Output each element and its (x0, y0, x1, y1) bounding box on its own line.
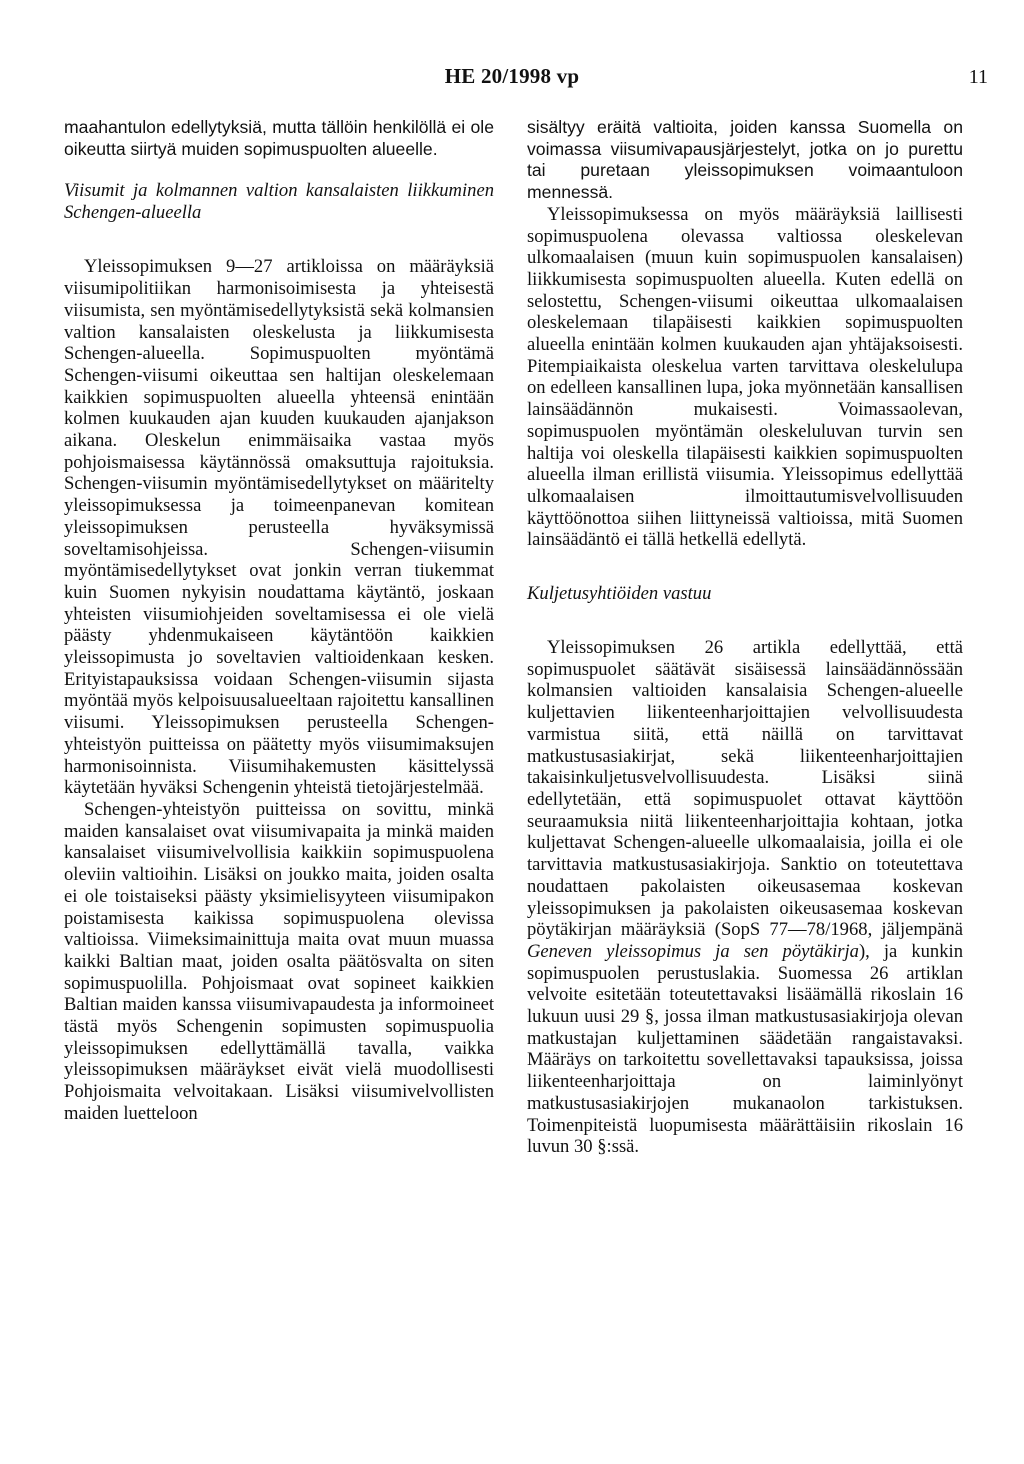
left-column (64, 117, 494, 1125)
body-paragraph: Yleissopimuksen 9—27 artikloissa on määräyksiä viisumipolitiikan harmonisoimisesta ja yhteisestä viisumista, sen myöntämisedellytyksistä sekä kolmansien valtion kansalaisten oleskelusta ja liikkumisesta Schengen-alueella. Sopimuspuolten myöntämä Schengen-viisumi oikeuttaa sen haltijan oleskelemaan kaikkien sopimuspuolten alueella yhteensä enintään kolmen kuukauden ajan kuuden kuukauden ajanjakson aikana. Oleskelun enimmäisaika vastaa myös pohjoismaisessa käytännössä omaksuttuja rajoituksia. Schengen-viisumin myöntämisedellytykset on määritelty yleissopimuksessa ja toimeenpanevan komitean yleissopimuksen perusteella hyväksymissä soveltamisohjeissa. Schengen-viisumin myöntämisedellytykset ovat jonkin verran tiukemmat kuin Suomen nykyisin noudattama käytäntö, joskaan yhteisten viisumiohjeiden soveltamisessa ei ole vielä päästy yhdenmukaiseen käytäntöön kaikkien yleissopimusta jo soveltavien valtioidenkaan kesken. Erityistapauksissa voidaan Schengen-viisumin sijasta myöntää myös kelpoisuusalueeltaan rajoitettu kansallinen viisumi. Yleissopimuksen perusteella Schengen-yhteistyön puitteissa on päätetty myös viisumimaksujen harmonisoinnista. Viisumihakemusten käsittelyssä käytetään hyväksi Schengenin yhteistä tietojärjestelmää. (64, 256, 494, 799)
paragraph-text: Yleissopimuksen 26 artikla edellyttää, että sopimuspuolet säätävät sisäisessä lainsäädännössään kolmansien valtioiden kansalaisia Schengen-alueelle kuljettavien liikenteenharjoittajien velvollisuudesta varmistua siitä, että näillä on tarvittavat matkustusasiakirjat, sekä liikenteenharjoittajien takaisinkuljetusvelvollisuudesta. Lisäksi siinä edellytetään, että sopimuspuolet ottavat käyttöön seuraamuksia niitä liikenteenharjoittajia kohtaan, jotka kuljettavat Schengen-alueelle ulkomaalaisia, joilla ei ole tarvittavia matkustusasiakirjoja. Sanktio on toteutettava noudattaen pakolaisten oikeusasemaa koskevan yleissopimuksen ja pakolaisten oikeusasemaa koskevan pöytäkirjan määräyksiä (SopS 77—78/1968, jäljempänä (527, 637, 963, 941)
paragraph-text: ), ja kunkin sopimuspuolen perustuslakia. Suomessa 26 artiklan velvoite esitetään toteutettavaksi lisäämällä rikoslain 16 lukuun uusi 29 §, jossa ilman matkustusasiakirjoja olevan matkustajan kuljettaminen säädetään rangaistavaksi. Määräys on tarkoitettu sovellettavaksi tapauksissa, joissa liikenteenharjoittaja on laiminlyönyt matkustusasiakirjojen mukanaolon tarkistuksen. Toimenpiteistä luopumisesta määrättäisiin rikoslain 16 luvun 30 §:ssä. (527, 940, 963, 1158)
italic-reference: Geneven yleissopimus ja sen pöytäkirja (527, 940, 859, 962)
spacer (64, 160, 494, 180)
page-number: 11 (968, 66, 988, 88)
spacer (527, 551, 963, 583)
intro-paragraph: maahantulon edellytyksiä, mutta tällöin henkilöllä ei ole oikeutta siirtyä muiden sopimuspuolten alueelle. (64, 117, 494, 159)
document-header-title: HE 20/1998 vp (444, 64, 580, 88)
section-heading-carriers: Kuljetusyhtiöiden vastuu (527, 583, 712, 605)
body-paragraph: Yleissopimuksessa on myös määräyksiä laillisesti sopimuspuolena olevassa valtiossa oleskelevan ulkomaalaisen (muun kuin sopimuspuolen kansalaisen) liikkumisesta sopimuspuolten alueella. Kuten edellä on selostettu, Schengen-viisumi oikeuttaa ulkomaalaisen oleskelemaan tilapäisesti kaikkien sopimuspuolten alueella enintään kolmen kuukauden ajan yhtäjaksoisesti. Pitempiaikaista oleskelua varten tarvittava oleskelulupa on edelleen kansallinen lupa, joka myönnetään kansallisen lainsäädännön mukaisesti. Voimassaolevan, sopimuspuolen myöntämän oleskeluluvan turvin sen haltija voi oleskella tilapäisesti kaikkien sopimuspuolten alueella ilman erillistä viisumia. Yleissopimus edellyttää ulkomaalaisen ilmoittautumisvelvollisuuden käyttöönottoa siihen liittyneissä valtioissa, mitä Suomen lainsäädäntö ei tällä hetkellä edellytä. (527, 203, 963, 551)
spacer (527, 605, 963, 637)
section-heading-visas: Viisumit ja kolmannen valtion kansalaisten liikkuminen Schengen-alueella (64, 180, 494, 224)
body-paragraph: sisältyy eräitä valtioita, joiden kanssa Suomella on voimassa viisumivapausjärjestelyt, jotka on jo purettu tai puretaan yleissopimuksen voimaantuloon mennessä. (527, 117, 963, 203)
body-paragraph: Schengen-yhteistyön puitteissa on sovittu, minkä maiden kansalaiset ovat viisumivapaita ja minkä maiden kansalaiset viisumivelvollisia kaikkiin sopimuspuolena oleviin valtioihin. Lisäksi on joukko maita, joiden osalta ei ole toistaiseksi päästy yksimielisyyteen viisumipakon poistamisesta kaikissa sopimuspuolena olevissa valtioissa. Viimeksimainittuja maita ovat muun muassa kaikki Baltian maat, joiden osalta päätösvalta on siten sopimuspuolilla. Pohjoismaat ovat sopineet kaikkien Baltian maiden kanssa viisumivapaudesta ja informoineet tästä myös Schengenin sopimusten sopimuspuolia yleissopimuksen edellyttämällä tavalla, vaikka yleissopimuksen määräykset eivät vielä muodollisesti Pohjoismaita velvoitakaan. Lisäksi viisumivelvollisten maiden luetteloon (64, 798, 494, 1124)
right-column (527, 117, 963, 1158)
body-paragraph (527, 637, 963, 1158)
spacer (64, 224, 494, 256)
